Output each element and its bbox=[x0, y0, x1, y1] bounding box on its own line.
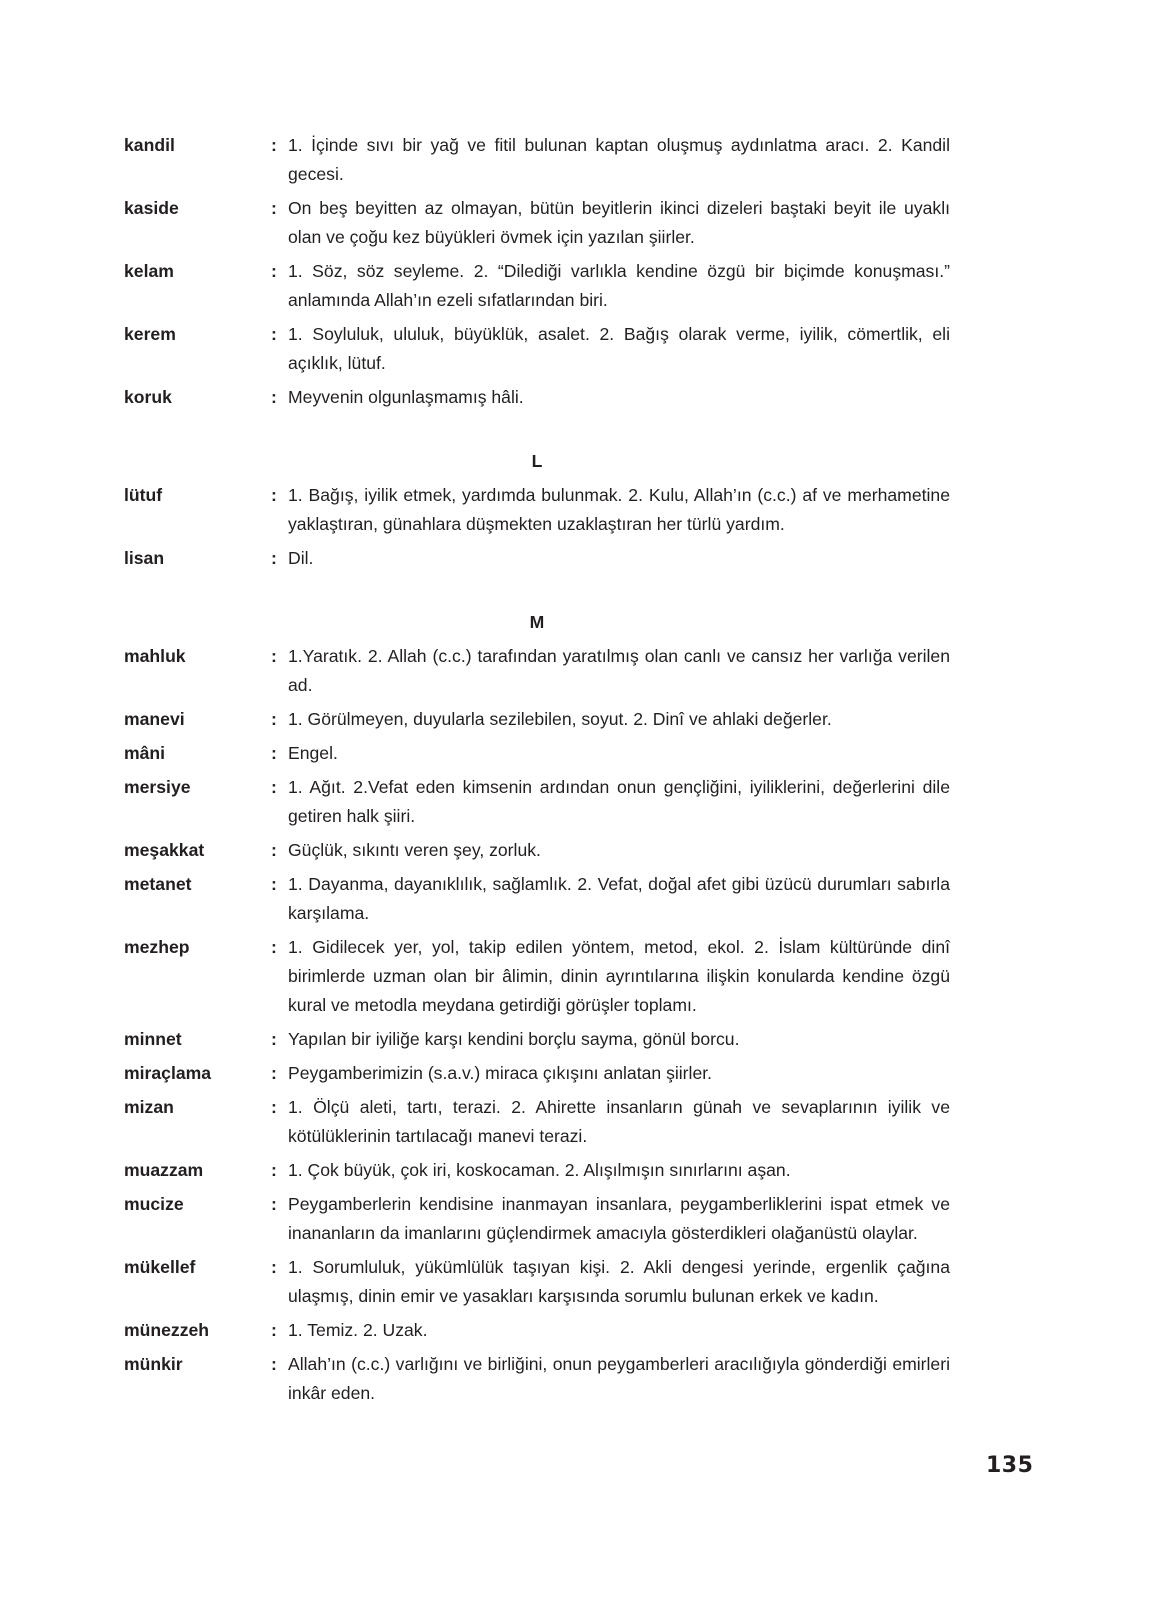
entry-separator: : bbox=[271, 1320, 277, 1340]
glossary-entry bbox=[124, 544, 950, 573]
entry-definition: Yapılan bir iyiliğe karşı kendini borçlu sayma, gönül borcu. bbox=[288, 1029, 740, 1049]
entry-definition: 1. Çok büyük, çok iri, koskocaman. 2. Alışılmışın sınırlarını aşan. bbox=[288, 1160, 791, 1180]
entry-separator: : bbox=[271, 1257, 277, 1277]
entry-term: miraçlama bbox=[124, 1063, 212, 1083]
entry-separator: : bbox=[271, 198, 277, 218]
entry-definition: Engel. bbox=[288, 743, 338, 763]
entry-separator: : bbox=[271, 324, 277, 344]
glossary-entry bbox=[124, 194, 950, 252]
entry-separator: : bbox=[271, 874, 277, 894]
entry-term: mezhep bbox=[124, 937, 190, 957]
entry-separator: : bbox=[271, 646, 277, 666]
glossary-entry bbox=[124, 1253, 950, 1311]
entry-term: münezzeh bbox=[124, 1320, 210, 1340]
entry-separator: : bbox=[271, 1029, 277, 1049]
entry-definition: 1.Yaratık. 2. Allah (c.c.) tarafından yaratılmış olan canlı ve cansız her varlığa verilen ad. bbox=[288, 646, 950, 695]
entry-definition: 1. Ölçü aleti, tartı, terazi. 2. Ahirette insanların günah ve sevaplarının iyilik ve kötülüklerinin tartılacağı manevi terazi. bbox=[288, 1097, 950, 1146]
entry-term: minnet bbox=[124, 1029, 182, 1049]
glossary-entry bbox=[124, 705, 950, 734]
entry-definition: Peygamberimizin (s.a.v.) miraca çıkışını anlatan şiirler. bbox=[288, 1063, 713, 1083]
entry-term: kaside bbox=[124, 198, 179, 218]
entry-separator: : bbox=[271, 1063, 277, 1083]
entry-definition: Meyvenin olgunlaşmamış hâli. bbox=[288, 387, 524, 407]
entry-term: mizan bbox=[124, 1097, 174, 1117]
entry-definition: 1. Söz, söz seyleme. 2. “Dilediği varlıkla kendine özgü bir biçimde konuşması.” anlamında Allah’ın ezeli sıfatlarından biri. bbox=[288, 261, 950, 310]
entry-separator: : bbox=[271, 1097, 277, 1117]
entry-definition: Güçlük, sıkıntı veren şey, zorluk. bbox=[288, 840, 541, 860]
entry-definition: 1. Bağış, iyilik etmek, yardımda bulunmak. 2. Kulu, Allah’ın (c.c.) af ve merhametine yaklaştıran, günahlara düşmekten uzaklaştıran her türlü yardım. bbox=[288, 485, 950, 534]
entry-term: lütuf bbox=[124, 485, 163, 505]
entry-term: metanet bbox=[124, 874, 192, 894]
entry-separator: : bbox=[271, 1160, 277, 1180]
glossary bbox=[124, 131, 950, 1413]
entry-term: kelam bbox=[124, 261, 174, 281]
entry-separator: : bbox=[271, 1354, 277, 1374]
entry-term: münkir bbox=[124, 1354, 183, 1374]
entry-definition: Peygamberlerin kendisine inanmayan insanlara, peygamberliklerini ispat etmek ve inananların da imanlarını güçlendirmek amacıyla gösterdikleri olağanüstü olaylar. bbox=[288, 1194, 950, 1243]
glossary-entry bbox=[124, 773, 950, 831]
entry-definition: 1. Gidilecek yer, yol, takip edilen yöntem, metod, ekol. 2. İslam kültüründe dinî birimlerde uzman olan bir âlimin, dinin ayrıntılarına ilişkin konularda kendine özgü kural ve metodla meydana getirdiği görüşler toplamı. bbox=[288, 937, 950, 1015]
entry-term: kandil bbox=[124, 135, 175, 155]
entry-separator: : bbox=[271, 548, 277, 568]
glossary-entry bbox=[124, 1059, 950, 1088]
entry-definition: 1. Görülmeyen, duyularla sezilebilen, soyut. 2. Dinî ve ahlaki değerler. bbox=[288, 709, 832, 729]
entry-definition: 1. Ağıt. 2.Vefat eden kimsenin ardından onun gençliğini, iyiliklerini, değerlerini dile getiren halk şiiri. bbox=[288, 777, 950, 826]
entry-separator: : bbox=[271, 709, 277, 729]
entry-definition: 1. Temiz. 2. Uzak. bbox=[288, 1320, 428, 1340]
glossary-entry bbox=[124, 131, 950, 189]
entry-term: mâni bbox=[124, 743, 166, 763]
entry-term: mükellef bbox=[124, 1257, 196, 1277]
entry-term: kerem bbox=[124, 324, 176, 344]
entry-separator: : bbox=[271, 1194, 277, 1214]
entry-separator: : bbox=[271, 261, 277, 281]
entry-separator: : bbox=[271, 937, 277, 957]
section-letter-heading: M bbox=[529, 612, 545, 632]
glossary-entry bbox=[124, 836, 950, 865]
entry-definition: On beş beyitten az olmayan, bütün beyitlerin ikinci dizeleri baştaki beyit ile uyaklı olan ve çoğu kez büyükleri övmek için yazılan şiirler. bbox=[288, 198, 950, 247]
entry-definition: Allah’ın (c.c.) varlığını ve birliğini, onun peygamberleri aracılığıyla gönderdiği emirleri inkâr eden. bbox=[288, 1354, 950, 1403]
entry-separator: : bbox=[271, 485, 277, 505]
entry-separator: : bbox=[271, 743, 277, 763]
entry-separator: : bbox=[271, 840, 277, 860]
entry-definition: 1. İçinde sıvı bir yağ ve fitil bulunan kaptan oluşmuş aydınlatma aracı. 2. Kandil gecesi. bbox=[288, 135, 950, 184]
entry-term: mucize bbox=[124, 1194, 184, 1214]
glossary-entry bbox=[124, 320, 950, 378]
entry-term: lisan bbox=[124, 548, 165, 568]
entry-separator: : bbox=[271, 135, 277, 155]
entry-term: mersiye bbox=[124, 777, 191, 797]
glossary-entry bbox=[124, 642, 950, 700]
entry-definition: 1. Sorumluluk, yükümlülük taşıyan kişi. 2. Akli dengesi yerinde, ergenlik çağına ulaşmış, dinin emir ve yasakları karşısında sorumlu bulunan erkek ve kadın. bbox=[288, 1257, 950, 1306]
entry-term: meşakkat bbox=[124, 840, 205, 860]
glossary-entry bbox=[124, 1190, 950, 1248]
glossary-entry bbox=[124, 739, 950, 768]
entry-term: manevi bbox=[124, 709, 185, 729]
entry-definition: Dil. bbox=[288, 548, 314, 568]
entry-term: muazzam bbox=[124, 1160, 204, 1180]
entry-term: mahluk bbox=[124, 646, 186, 666]
entry-term: koruk bbox=[124, 387, 172, 407]
glossary-entry bbox=[124, 870, 950, 928]
entry-definition: 1. Soyluluk, ululuk, büyüklük, asalet. 2. Bağış olarak verme, iyilik, cömertlik, eli açıklık, lütuf. bbox=[288, 324, 950, 373]
glossary-entry bbox=[124, 481, 950, 539]
glossary-entry bbox=[124, 1093, 950, 1151]
entry-definition: 1. Dayanma, dayanıklılık, sağlamlık. 2. Vefat, doğal afet gibi üzücü durumları sabırla karşılama. bbox=[288, 874, 950, 923]
entry-separator: : bbox=[271, 777, 277, 797]
glossary-entry bbox=[124, 1156, 950, 1185]
glossary-entry bbox=[124, 1350, 950, 1408]
glossary-entry bbox=[124, 933, 950, 1020]
section-letter-heading: L bbox=[531, 451, 543, 471]
entry-separator: : bbox=[271, 387, 277, 407]
glossary-entry bbox=[124, 383, 950, 412]
glossary-entry bbox=[124, 257, 950, 315]
glossary-entry bbox=[124, 1316, 950, 1345]
page-number: 135 bbox=[986, 1453, 1034, 1478]
glossary-entry bbox=[124, 1025, 950, 1054]
